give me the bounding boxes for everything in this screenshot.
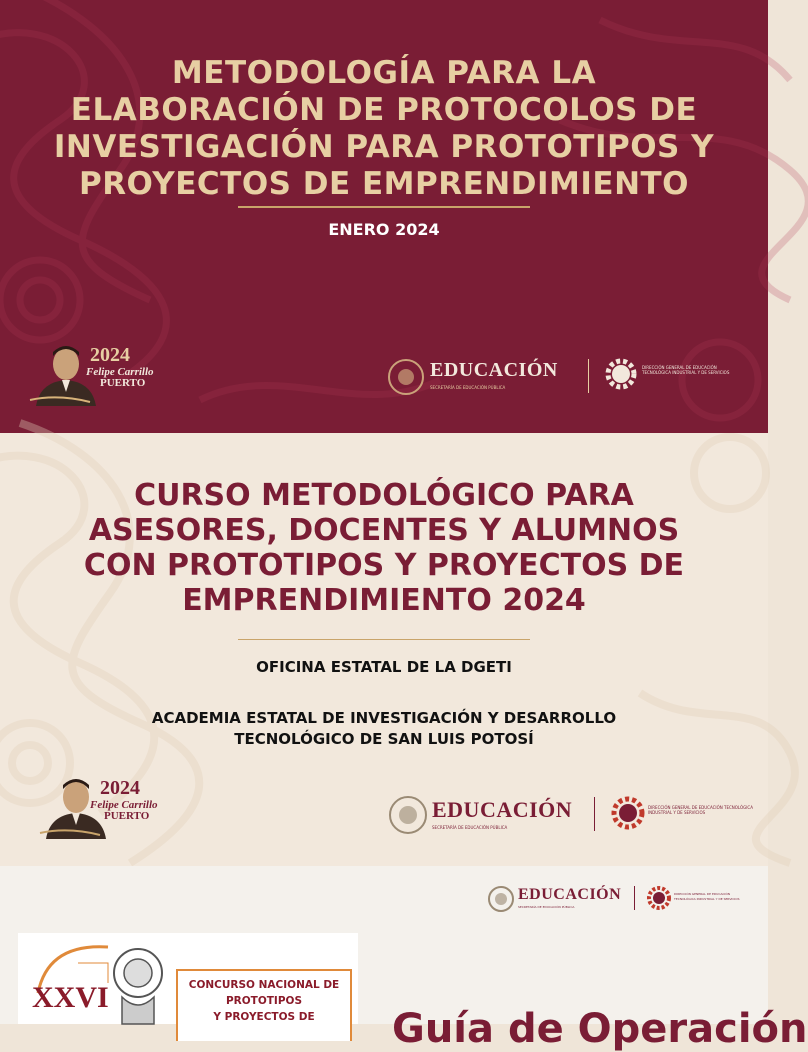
office-label: OFICINA ESTATAL DE LA DGETI (256, 658, 512, 676)
academy-label: ACADEMIA ESTATAL DE INVESTIGACIÓN Y DESARROLLO TECNOLÓGICO DE SAN LUIS POTOSÍ (151, 709, 617, 748)
logo-divider (594, 797, 595, 831)
dgeti-gear-icon (610, 795, 646, 831)
slide-cover-metodologia (0, 0, 768, 433)
coat-of-arms-icon (386, 793, 430, 837)
felipe-carrillo-puerto-logo (28, 340, 168, 410)
slide-guia-operacion (0, 866, 808, 1052)
educacion-label: EDUCACIÓN (518, 886, 622, 903)
logo-divider (634, 886, 635, 910)
cover-title: METODOLOGÍA PARA LA ELABORACIÓN DE PROTOCOLOS DE INVESTIGACIÓN PARA PROTOTIPOS Y PROYECTOS DE EMPRENDIMIENTO (53, 55, 715, 202)
dgeti-gear-icon (604, 357, 638, 391)
curso-title: CURSO METODOLÓGICO PARA ASESORES, DOCENTES Y ALUMNOS CON PROTOTIPOS Y PROYECTOS DE EMPRENDIMIENTO 2024 (83, 478, 685, 618)
sep-label: SECRETARÍA DE EDUCACIÓN PÚBLICA (430, 385, 506, 390)
fcp-surname-label: PUERTO (100, 377, 146, 389)
coat-of-arms-icon (386, 357, 426, 397)
educacion-logo (486, 884, 746, 918)
poster-number: XXVI (32, 981, 109, 1014)
coat-of-arms-icon (486, 884, 516, 914)
fcp-name-label: Felipe Carrillo (90, 799, 158, 811)
sep-label: SECRETARÍA DE EDUCACIÓN PÚBLICA (432, 825, 508, 830)
poster-title-box (176, 969, 352, 1041)
fcp-surname-label: PUERTO (104, 810, 150, 822)
educacion-logo (386, 793, 756, 838)
dgeti-gear-icon (646, 885, 672, 911)
educacion-logo (386, 355, 746, 400)
educacion-label: EDUCACIÓN (432, 797, 573, 822)
poster-title: CONCURSO NACIONAL DE PROTOTIPOS Y PROYECTOS DE (188, 979, 340, 1023)
title-divider (238, 206, 530, 208)
year-label: 2024 (90, 344, 130, 366)
slide-curso-metodologico (0, 433, 768, 866)
guia-title: Guía de Operación (392, 1006, 808, 1052)
dgeti-label: DIRECCIÓN GENERAL DE EDUCACIÓN TECNOLÓGICA INDUSTRIAL Y DE SERVICIOS (642, 365, 730, 375)
dgeti-label: DIRECCIÓN GENERAL DE EDUCACIÓN TECNOLÓGICA INDUSTRIAL Y DE SERVICIOS (648, 805, 753, 815)
felipe-carrillo-puerto-logo (38, 773, 178, 843)
cover-date: ENERO 2024 (328, 220, 440, 239)
concurso-poster (18, 933, 358, 1024)
year-label: 2024 (100, 777, 140, 799)
fcp-name-label: Felipe Carrillo (86, 366, 154, 378)
sep-label: SECRETARÍA DE EDUCACIÓN PÚBLICA (518, 905, 575, 909)
dgeti-label: DIRECCIÓN GENERAL DE EDUCACIÓN TECNOLÓGICA INDUSTRIAL Y DE SERVICIOS (674, 892, 740, 901)
educacion-label: EDUCACIÓN (430, 359, 558, 381)
logo-divider (588, 359, 589, 393)
title-divider (238, 639, 530, 640)
